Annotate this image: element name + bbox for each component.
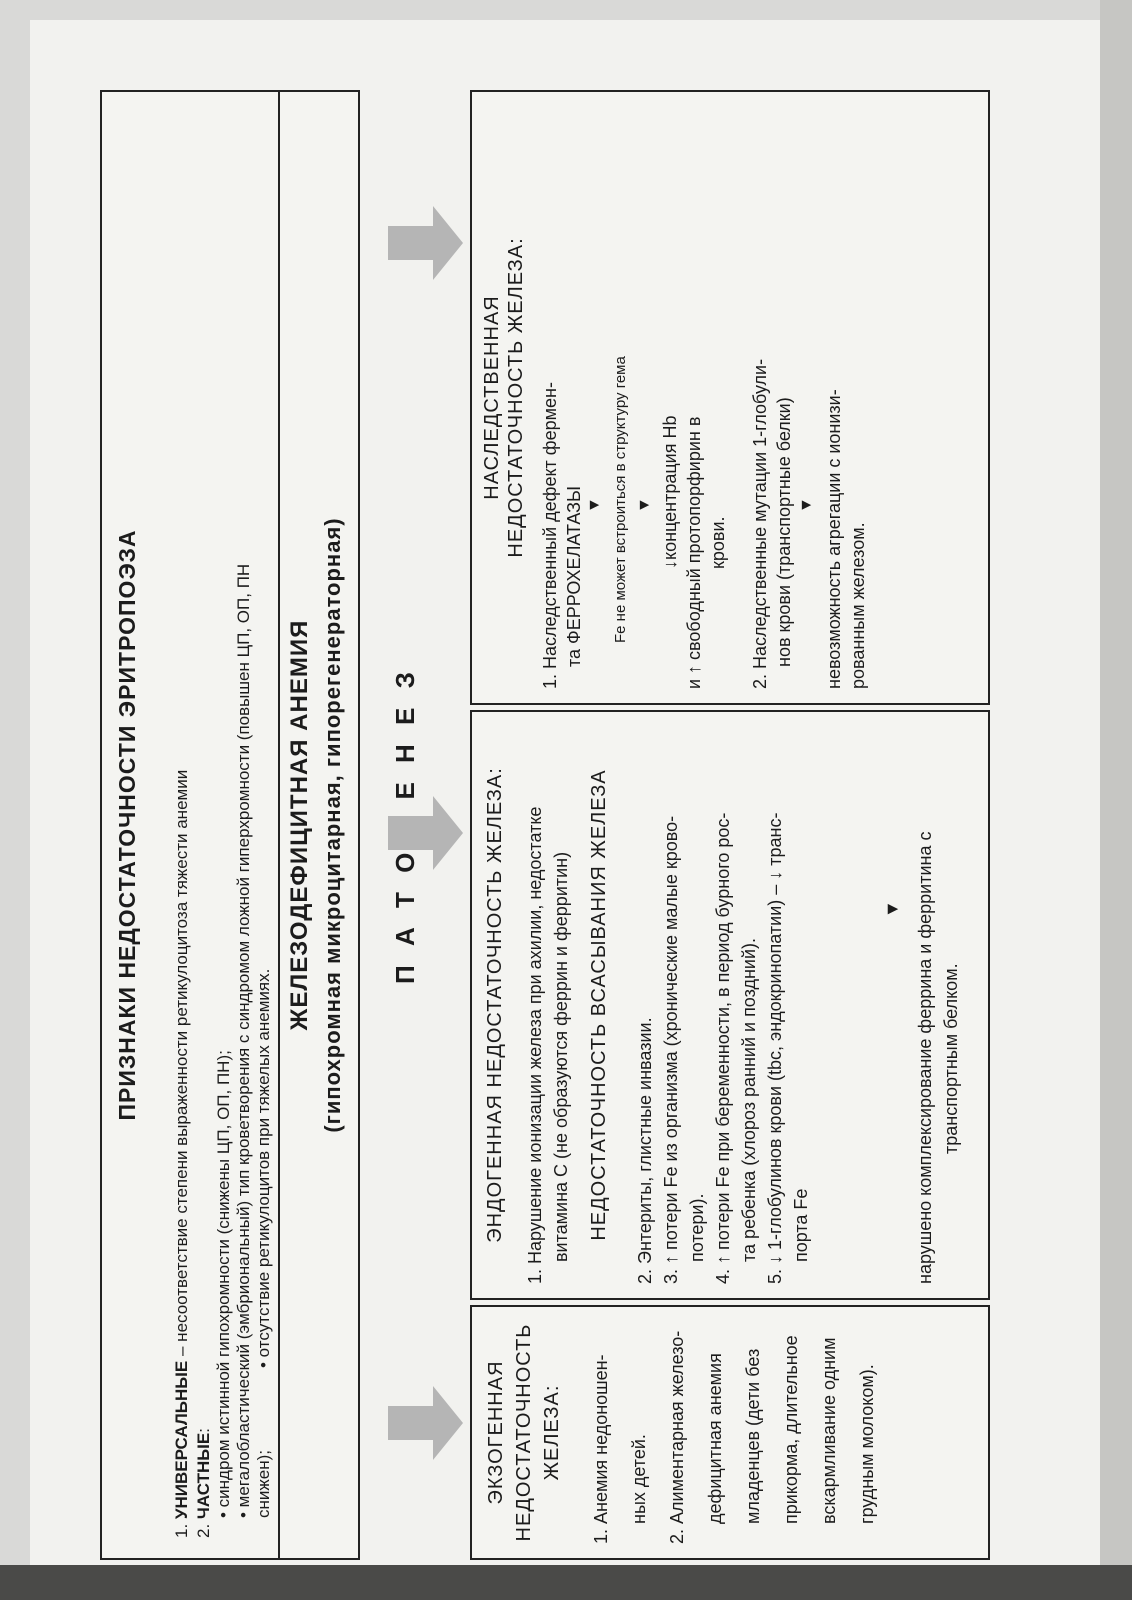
signs-title: ПРИЗНАКИ НЕДОСТАТОЧНОСТИ ЭРИТРОПОЭЗА [114,529,140,1121]
scanner-shadow [0,1565,1132,1600]
signs-item-2: 2. ЧАСТНЫЕ: [194,1428,213,1538]
arrow-center [388,796,463,870]
signs-box [100,90,280,1560]
exogenous-list: 1. Анемия недоношен- ных детей. 2. Алиментарная железо- дефицитная анемия младенцев (дети без прикорма, длительное вскармливание одним грудным молоком). [591,1330,877,1544]
hereditary-arrow-2: ▼ [636,497,653,513]
endogenous-conclusion: нарушено комплексирование феррина и ферритина с транспортным белком. [915,831,961,1284]
hereditary-conclusion: невозможность агрегации с ионизи- рованным железом. [824,389,868,689]
hereditary-title: НАСЛЕДСТВЕННАЯ НЕДОСТАТОЧНОСТЬ ЖЕЛЕЗА: [481,237,527,558]
page-edge [1100,0,1132,1600]
arrow-right [388,206,463,280]
hb-lines: ↓концентрация Hb и ↑ свободный протопорфирин в крови. [660,415,728,689]
anemia-title: ЖЕЛЕЗОДЕФИЦИТНАЯ АНЕМИЯ [286,619,313,1031]
signs-bullet-2: • мегалобластический (эмбриональный) тип кроветворения с синдромом ложной гиперхромности (повышен ЦП, ОП, ПН [234,563,253,1518]
hereditary-arrow-3: ▼ [798,497,815,513]
signs-bullet-2-cont: снижен); [254,1450,273,1518]
anemia-box [280,90,360,1560]
hereditary-arrow-1: ▼ [586,497,603,513]
signs-item-1: 1. УНИВЕРСАЛЬНЫЕ – несоответствие степени выраженности ретикулоцитоза тяжести анемии [172,769,191,1538]
hereditary-item-1: 1. Наследственный дефект фермен- та ФЕРРОХЕЛАТАЗЫ [540,382,584,689]
endogenous-box [470,710,990,1300]
endogenous-title: ЭНДОГЕННАЯ НЕДОСТАТОЧНОСТЬ ЖЕЛЕЗА: [484,767,506,1243]
arrow-left [388,1386,463,1460]
anemia-subtitle: (гипохромная микроцитарная, гипорегенераторная) [320,517,345,1133]
fe-note: Fe не может встроиться в структуру гема [612,356,629,643]
absorption-list: 2. Энтериты, глистные инвазии. 3. ↑ потери Fe из организма (хронические малые крово- потери). 4. ↑ потери Fe при беременности, в период бурного рос- та ребенка (хлороз ранний и поздний). 5. ↓ 1-глобулинов крови (tbc, эндокринопатии) – ↓ транс- порта Fe [635,812,811,1284]
hereditary-item-2: 2. Наследственные мутации 1-глобули- нов крови (транспортные белки) [750,358,794,689]
rotated-content [100,90,1000,1560]
hereditary-box [470,90,990,705]
arrows [360,90,470,1560]
signs-bullet-3: • отсутствие ретикулоцитов при тяжелых анемиях. [254,968,273,1368]
endogenous-item-1: 1. Нарушение ионизации железа при ахилии, недостатке витамина С (не образуются феррин и ферритин) [525,806,571,1284]
absorption-subtitle: НЕДОСТАТОЧНОСТЬ ВСАСЫВАНИЯ ЖЕЛЕЗА [588,769,610,1241]
exogenous-box [470,1305,990,1560]
endogenous-down-arrow: ▼ [882,900,902,918]
exogenous-title: ЭКЗОГЕННАЯ НЕДОСТАТОЧНОСТЬ ЖЕЛЕЗА: [485,1323,563,1542]
signs-bullet-1: • синдром истинной гипохромности (снижены ЦП, ОП, ПН); [214,1050,233,1518]
